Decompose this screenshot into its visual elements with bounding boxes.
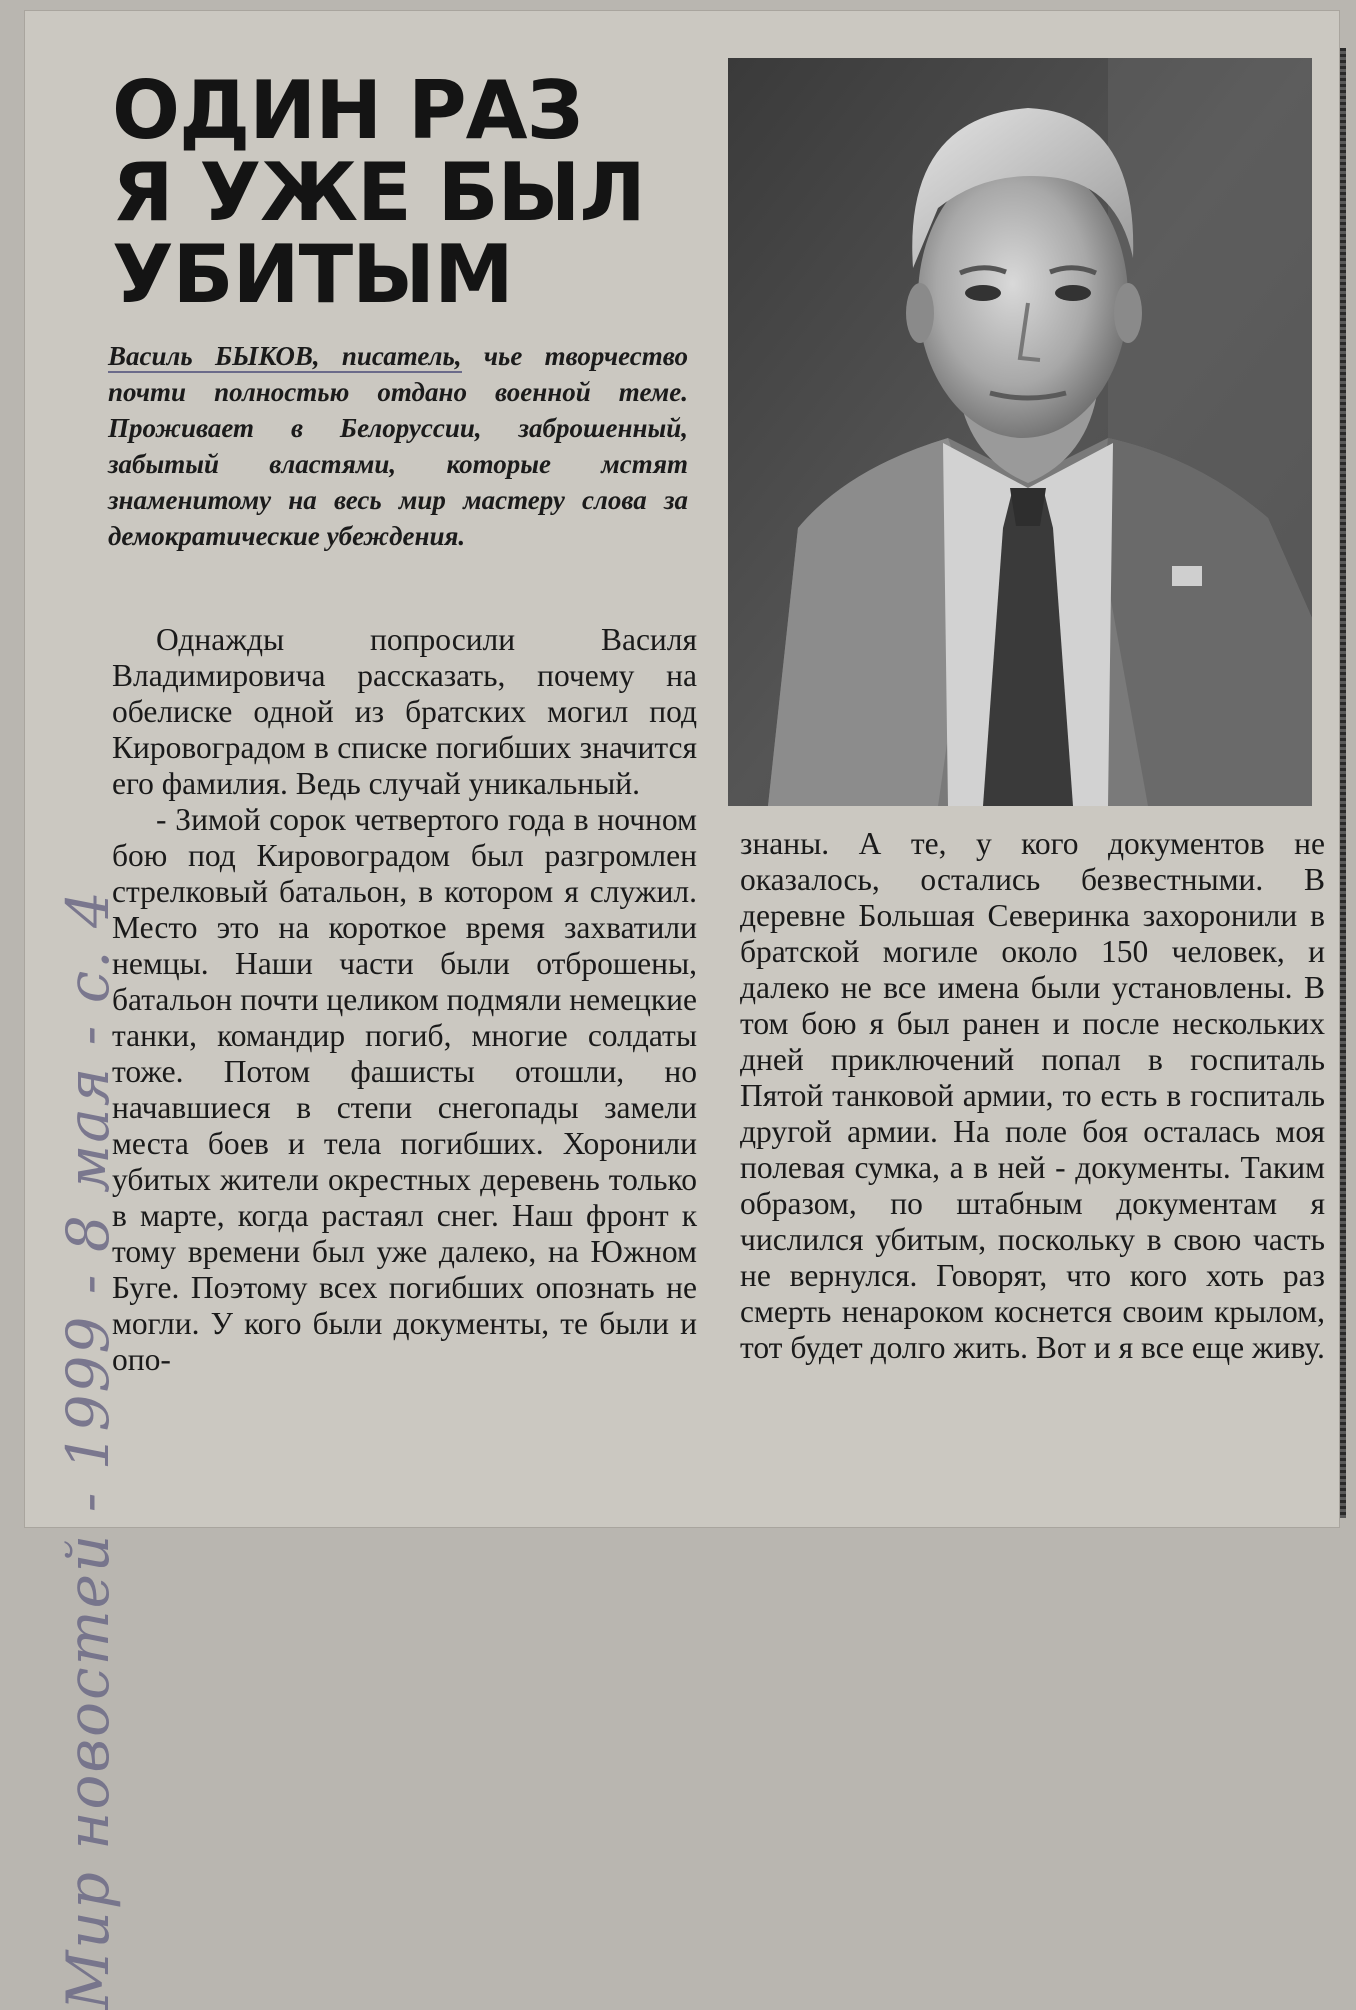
body-paragraph-3: знаны. А те, у кого документов не оказалось, остались безвестными. В деревне Большая Северинка захоронили в братской могиле около 150 человек, и далеко не все имена были установлены. В том бою я был ранен и после нескольких дней приключений попал в госпиталь Пятой танковой армии, то есть в госпиталь другой армии. На поле боя осталась моя полевая сумка, а в ней - документы. Таким образом, по штабным документам я числился убитым, поскольку в свою часть не вернулся. Говорят, что кого хоть раз смерть ненароком коснется своим крылом, тот будет долго жить. Вот и я все еще живу. [740,826,1325,1365]
body-column-left [112,622,697,1378]
body-paragraph-2: - Зимой сорок четвертого года в ночном бою под Кировоградом был разгромлен стрелковый батальон, в котором я служил. Место это на короткое время захватили немцы. Наши части были отброшены, батальон почти целиком подмяли немецкие танки, командир погиб, многие солдаты тоже. Потом фашисты отошли, но начавшиеся в степи снегопады замели места боев и тела погибших. Хоронили убитых жители окрестных деревень только в марте, когда растаял снег. Наш фронт к тому времени был уже далеко, на Южном Буге. Поэтому всех погибших опознать не могли. У кого были документы, те были и опо- [112,802,697,1377]
portrait-illustration [728,58,1312,806]
body-paragraph-1: Однажды попросили Василя Владимировича рассказать, почему на обелиске одной из братских могил под Кировоградом в списке погибших значится его фамилия. Ведь случай уникальный. [112,622,697,801]
headline-line-1: ОДИН РАЗ [112,64,583,157]
headline-line-3: УБИТЫМ [112,228,513,321]
lead-paragraph [108,338,688,554]
headline [112,64,712,321]
handwritten-source-note: Мир новостей - 1999 - 8 мая - с. 4 [54,889,122,2010]
lead-author: Василь БЫКОВ, писатель, [108,341,462,371]
body-column-right [740,826,1325,1366]
author-portrait-photo [728,58,1312,806]
lead-text: чье творчество почти полностью отдано военной теме. Проживает в Белоруссии, заброшенный, забытый властями, которые мстят знаменитому на весь мир мастеру слова за демократические убеждения. [108,341,688,551]
headline-line-2: Я УЖЕ БЫЛ [112,146,645,239]
clipping-torn-edge [1340,48,1346,1518]
